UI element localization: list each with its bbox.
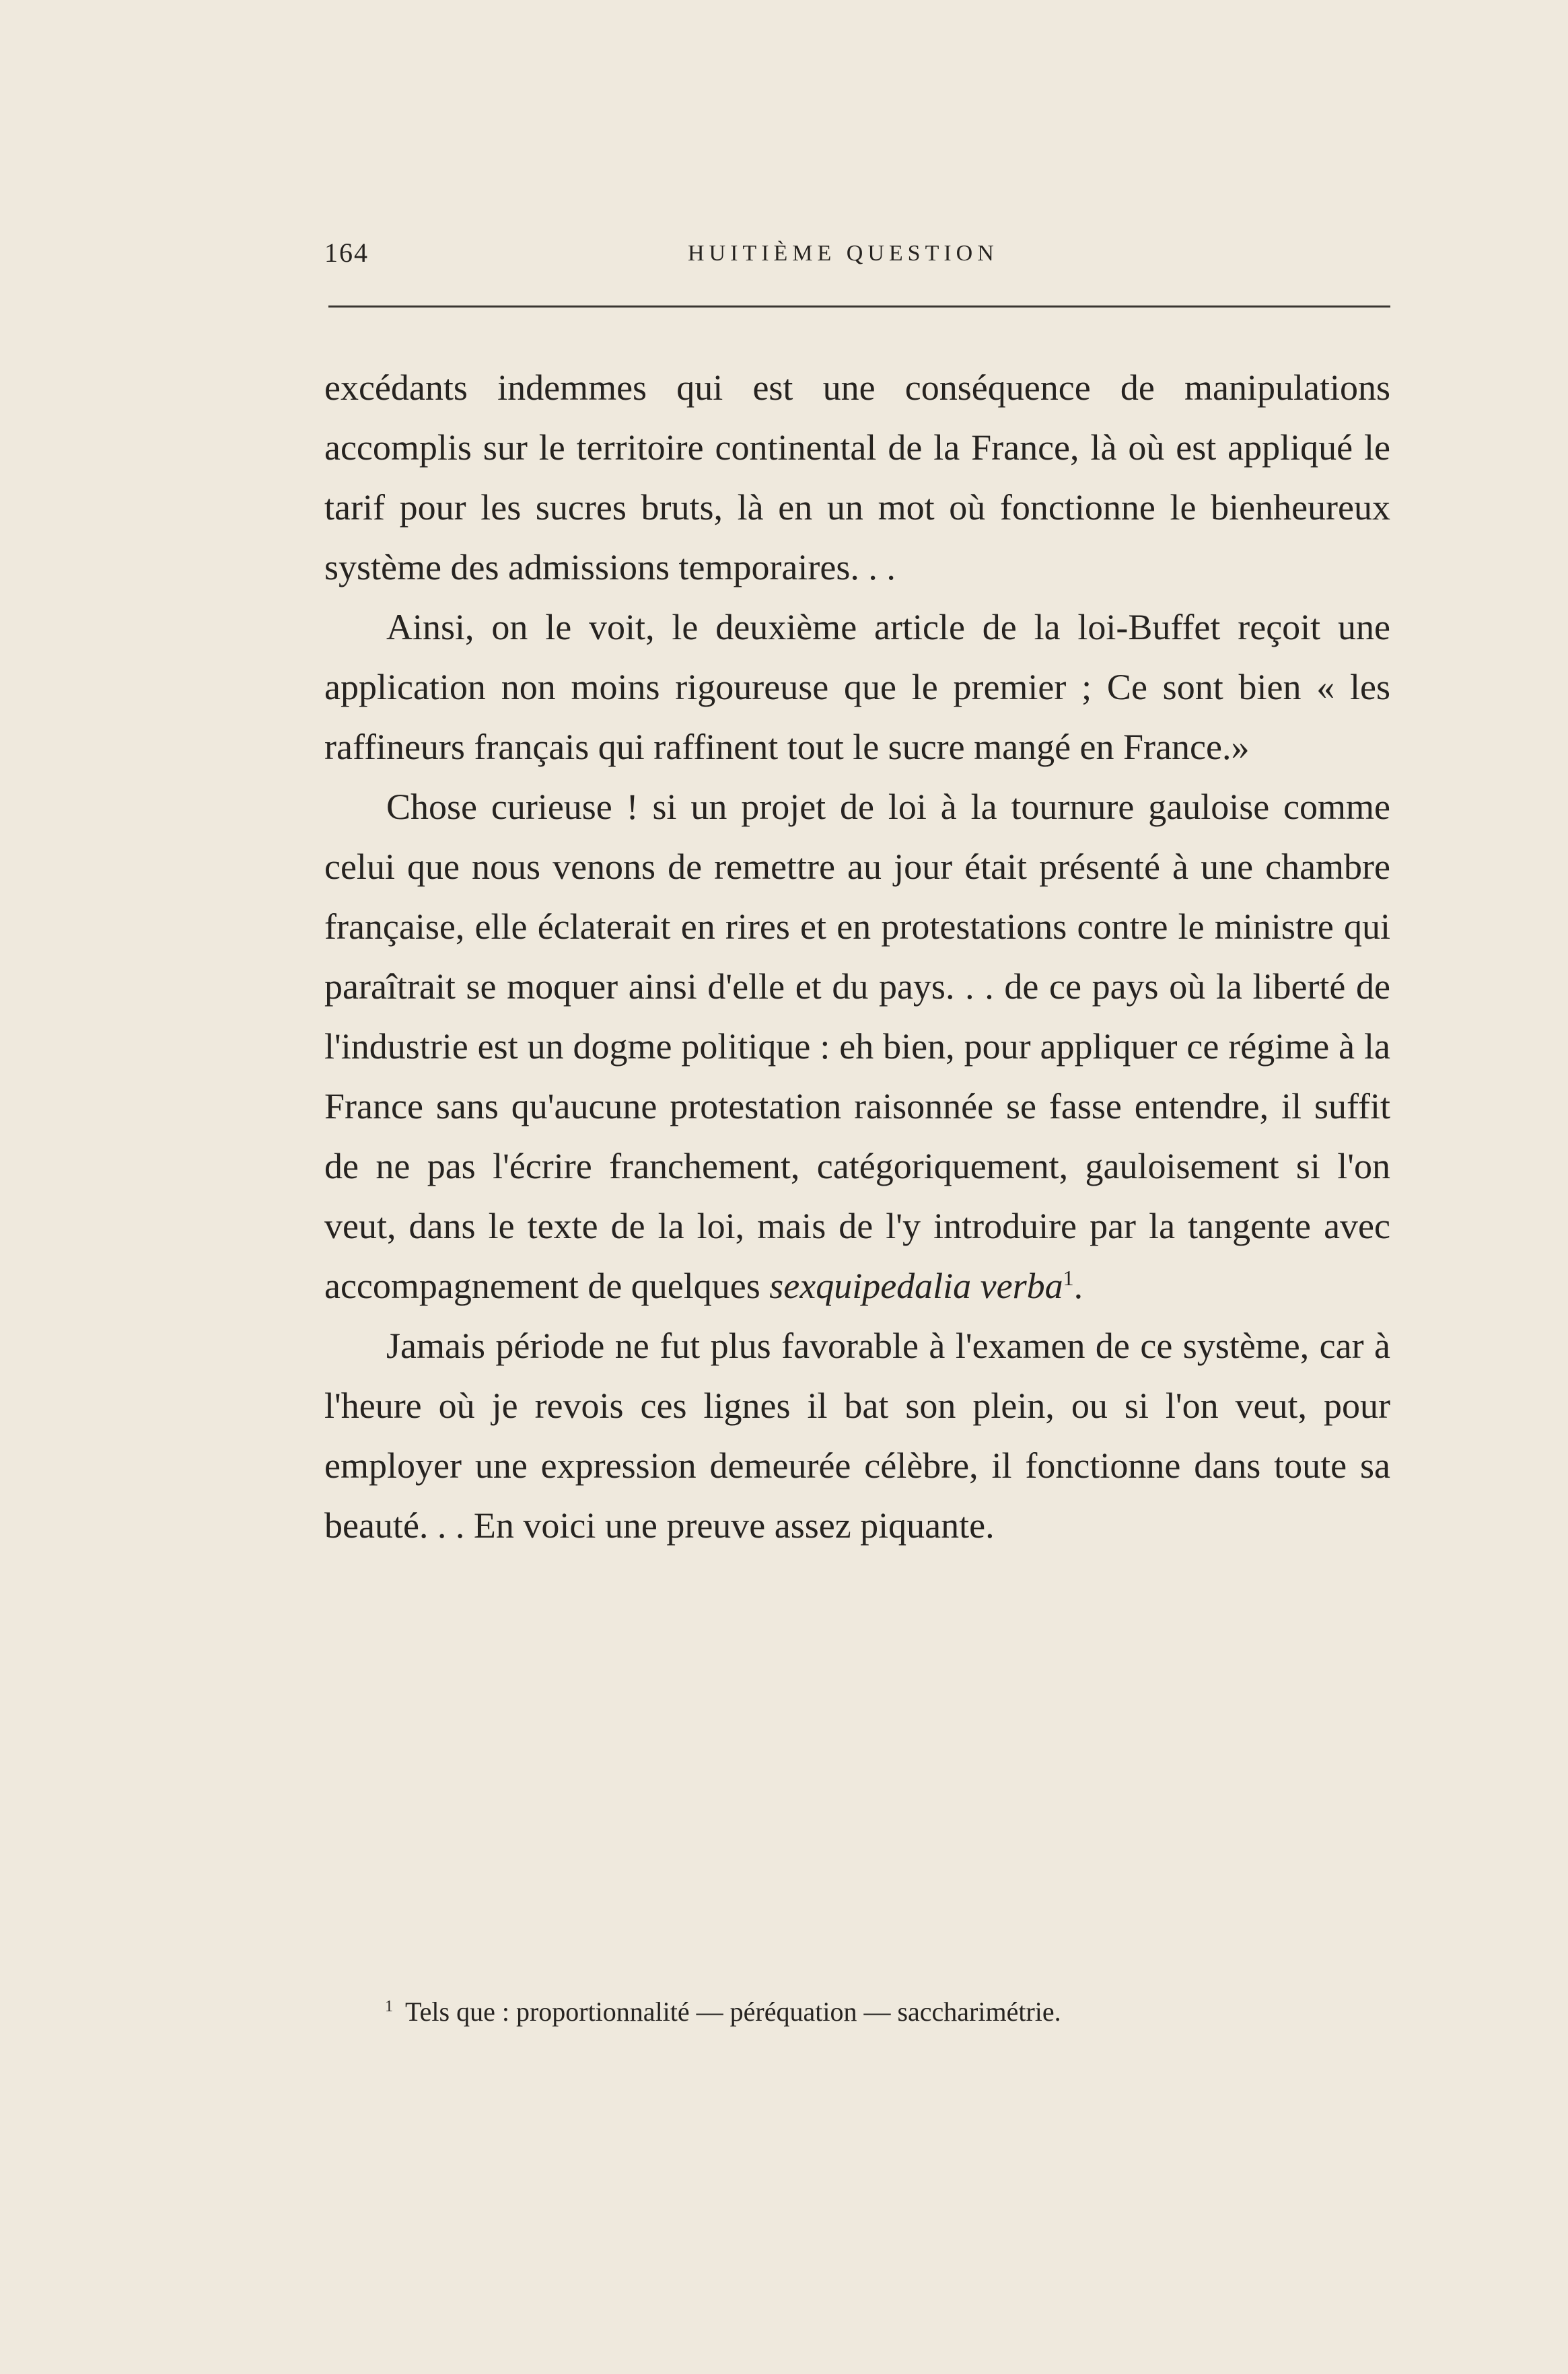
paragraph: Ainsi, on le voit, le deuxième article de la loi-Buffet reçoit une application non moins rigoureuse que le premier ; Ce sont bien « les raffineurs français qui raffinent tout le sucre mangé en France.» <box>324 607 1390 767</box>
page-number: 164 <box>324 238 369 268</box>
body-text <box>324 358 1390 1556</box>
page-header <box>324 237 1390 277</box>
footnote <box>385 1992 1394 2032</box>
header-rule <box>328 305 1390 308</box>
footnote-text: Tels que : proportionnalité — péréquation — saccharimétrie. <box>405 1997 1061 2027</box>
footnote-reference[interactable]: 1 <box>1063 1266 1074 1290</box>
paragraph: excédants indemmes qui est une conséquence de manipulations accomplis sur le territoire continental de la France, là où est appliqué le tarif pour les sucres bruts, là en un mot où fonctionne le bienheureux système des admissions temporaires. . . <box>324 367 1390 587</box>
italic-phrase: sexquipedalia verba <box>769 1266 1063 1306</box>
paragraph: Jamais période ne fut plus favorable à l'examen de ce système, car à l'heure où je revois ces lignes il bat son plein, ou si l'on veut, pour employer une expression demeurée célèbre, il fonctionne dans toute sa beauté. . . En voici une preuve assez piquante. <box>324 1326 1390 1546</box>
paragraph-text-end: . <box>1073 1266 1083 1306</box>
footnote-marker: 1 <box>385 1997 393 2015</box>
paragraph <box>324 777 1390 1316</box>
running-title: HUITIÈME QUESTION <box>688 241 999 266</box>
paragraph-text: Chose curieuse ! si un projet de loi à la tournure gauloise comme celui que nous venons de remettre au jour était présenté à une chambre française, elle éclaterait en rires et en protestations contre le ministre qui paraîtrait se moquer ainsi d'elle et du pays. . . de ce pays où la liberté de l'industrie est un dogme politique : eh bien, pour appliquer ce régime à la France sans qu'aucune protestation raisonnée se fasse entendre, il suffit de ne pas l'écrire franchement, catégoriquement, gauloisement si l'on veut, dans le texte de la loi, mais de l'y introduire par la tangente avec accompagnement de quelques <box>324 787 1390 1306</box>
